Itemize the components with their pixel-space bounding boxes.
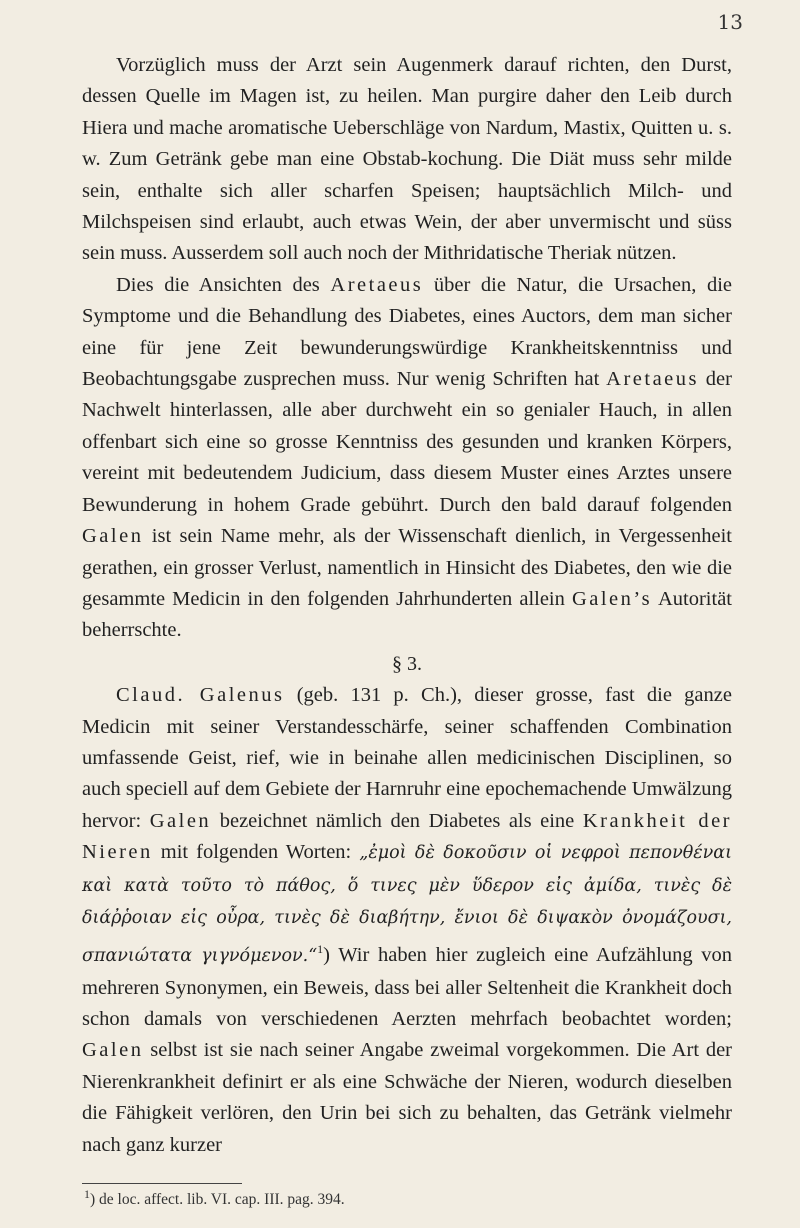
footnote-mark: 1 bbox=[84, 1187, 90, 1201]
paragraph-2 bbox=[82, 270, 732, 647]
paragraph-1: Vorzüglich muss der Arzt sein Augenmerk darauf richten, den Durst, dessen Quelle im Magen ist, zu heilen. Man purgire daher den Leib durch Hiera und mache aromatische Ueberschläge von Nardum, Mastix, Quitten u. s. w. Zum Getränk gebe man eine Obstab-kochung. Die Diät muss sehr milde sein, enthalte sich aller scharfen Speisen; hauptsächlich Milch- und Milchspeisen sind erlaubt, auch etwas Wein, der aber unvermischt und süss sein muss. Ausserdem soll auch noch der Mithridatische Theriak nützen. bbox=[82, 54, 732, 265]
footnote-reference: 1 bbox=[317, 942, 324, 957]
author-name: Claud. Galenus bbox=[116, 684, 285, 707]
text-run: Autorität beherrschte. bbox=[82, 587, 732, 642]
footnote-text: ) de loc. affect. lib. VI. cap. III. pag. 394. bbox=[90, 1191, 345, 1209]
section-heading: § 3. bbox=[392, 652, 422, 675]
author-name: Galen bbox=[149, 809, 212, 832]
author-name: Galen’s bbox=[571, 587, 653, 610]
emphasized-term: Krankheit der Nieren bbox=[82, 809, 732, 864]
footnote bbox=[84, 1187, 724, 1209]
author-name: Aretaeus bbox=[330, 273, 424, 296]
text-run: über die Natur, die Ursachen, die Symptome und die Behandlung des Diabetes, eines Auctors, dem man sicher eine für jene Zeit bewunderungswürdige Krankheitskenntniss und Beobachtungsgabe zusprechen muss. Nur wenig Schriften hat bbox=[82, 273, 732, 391]
text-run: (geb. 131 p. Ch.), dieser grosse, fast die ganze Medicin mit seiner Verstandesschärfe, seiner schaffenden Combination umfassende Geist, rief, wie in beinahe allen medicinischen Disciplinen, so auch speciell auf dem Gebiete der Harnruhr eine epochemachende Umwälzung hervor: bbox=[82, 684, 732, 832]
text-run: bezeichnet nämlich den Diabetes als eine bbox=[211, 809, 583, 832]
page-number: 13 bbox=[717, 10, 743, 34]
text-run: ist sein Name mehr, als der Wissenschaft dienlich, in Vergessenheit gerathen, ein grosser Verlust, namentlich in Hinsicht des Diabetes, den wie die gesammte Medicin in den folgenden Jahrhunderten allein bbox=[82, 525, 732, 610]
text-run: ) Wir haben hier zugleich eine Aufzählung von mehreren Synonymen, ein Beweis, dass bei aller Seltenheit die Krankheit doch schon damals von verschiedenen Aerzten mehrfach beobachtet worden; bbox=[82, 944, 732, 1031]
greek-quotation: „ἐμοὶ δὲ δοκοῦσιν οἱ νεφροὶ πεπονθέναι καὶ κατὰ τοῦτο τὸ πάθος, ὅ τινες μὲν ὕδερον εἰς ἀμίδα, τινὲς δὲ διάῤῥοιαν εἰς οὖρα, τινὲς δὲ διαβήτην, ἔνιοι δὲ διψακὸν ὀνομάζουσι, σπανιώτατα γιγνόμενον.“ bbox=[82, 843, 732, 967]
author-name: Aretaeus bbox=[606, 368, 699, 391]
author-name: Galen bbox=[82, 525, 144, 548]
author-name: Galen bbox=[82, 1039, 144, 1062]
text-run: selbst ist sie nach seiner Angabe zweimal vorgekommen. Die Art der Nierenkrankheit definirt er als eine Schwäche der Nieren, wodurch dieselben die Fähigkeit verlören, den Urin bei sich zu behalten, das Getränk vielmehr nach ganz kurzer bbox=[82, 1039, 732, 1156]
body-text bbox=[82, 50, 732, 1161]
text-run: Dies die Ansichten des bbox=[116, 273, 331, 296]
footnote-divider bbox=[82, 1183, 242, 1184]
paragraph-3 bbox=[82, 680, 732, 1161]
text-run: der Nachwelt hinterlassen, alle aber durchweht ein so genialer Hauch, in allen offenbart sich eine so grosse Kenntniss des gesunden und kranken Körpers, vereint mit bedeutendem Judicium, dass diesem Muster eines Arztes unsere Bewunderung in hohem Grade gebührt. Durch den bald darauf folgenden bbox=[82, 368, 732, 516]
text-run: mit folgenden Worten: bbox=[152, 841, 360, 864]
